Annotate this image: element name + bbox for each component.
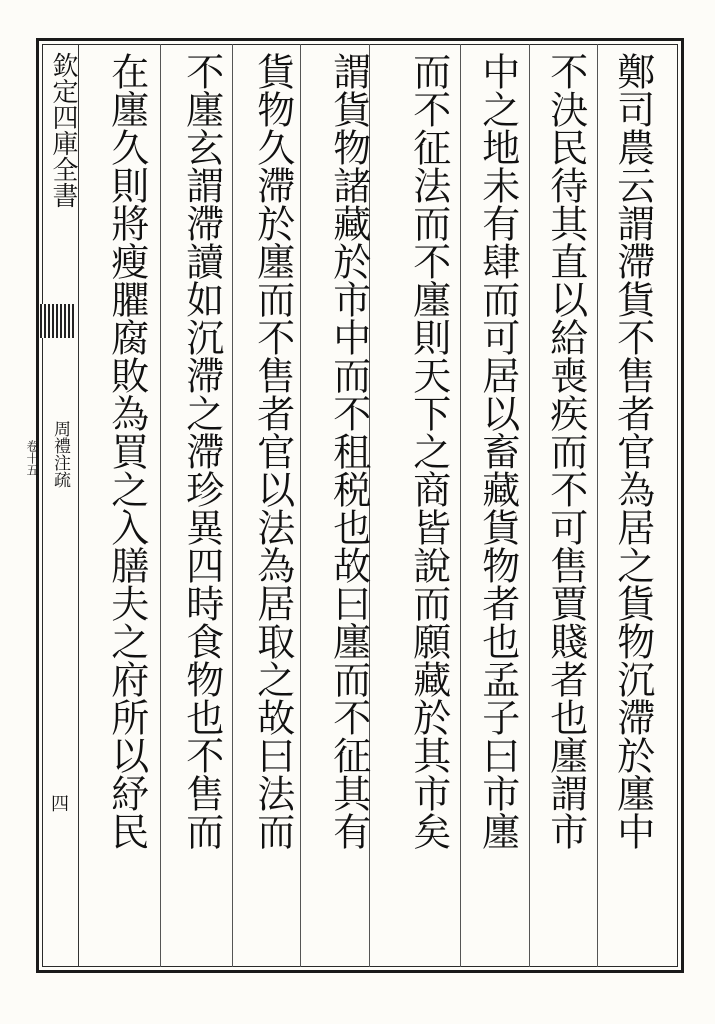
text-column-8 xyxy=(102,52,150,850)
text-column-6 xyxy=(248,52,296,850)
column-text: 而不征法而不廛則天下之商皆說而願藏於其市矣 xyxy=(406,52,451,850)
margin-volume xyxy=(22,440,42,479)
column-text: 謂貨物諸藏於市中而不租税也故曰廛而不征其有 xyxy=(326,52,371,850)
text-column-7 xyxy=(177,52,225,850)
column-rule xyxy=(300,44,301,967)
margin-book-text: 周禮注疏 xyxy=(50,420,70,488)
column-rule xyxy=(460,44,461,967)
text-column-2 xyxy=(541,52,589,850)
margin-page-text: 四 xyxy=(51,794,69,815)
column-text: 鄭司農云謂滯貨不售者官為居之貨物沉滯於廛中 xyxy=(610,52,655,850)
margin-title xyxy=(44,52,76,219)
text-column-3 xyxy=(473,52,521,850)
column-rule xyxy=(529,44,530,967)
column-text: 不決民待其直以給喪疾而不可售賈賤者也廛謂市 xyxy=(543,52,588,850)
text-column-4 xyxy=(404,52,452,850)
margin-book-title xyxy=(48,420,72,494)
text-column-1 xyxy=(608,52,656,850)
text-column-5 xyxy=(324,52,372,850)
fish-tail-mark xyxy=(40,304,76,338)
column-text: 中之地未有肆而可居以畜藏貨物者也孟子曰市廛 xyxy=(475,52,520,850)
margin-volume-text: 卷十五 xyxy=(25,440,39,476)
column-rule xyxy=(597,44,598,967)
column-text: 貨物久滯於廛而不售者官以法為居取之故曰法而 xyxy=(250,52,295,850)
column-rule xyxy=(160,44,161,967)
column-text: 不廛玄謂滯讀如沉滯之滯珍異四時食物也不售而 xyxy=(179,52,224,850)
margin-title-text: 欽定四庫全書 xyxy=(48,52,78,208)
column-rule xyxy=(232,44,233,967)
margin-page-number xyxy=(46,790,74,816)
column-text: 在廛久則將瘦臞腐敗為買之入膳夫之府所以紓民 xyxy=(104,52,149,850)
